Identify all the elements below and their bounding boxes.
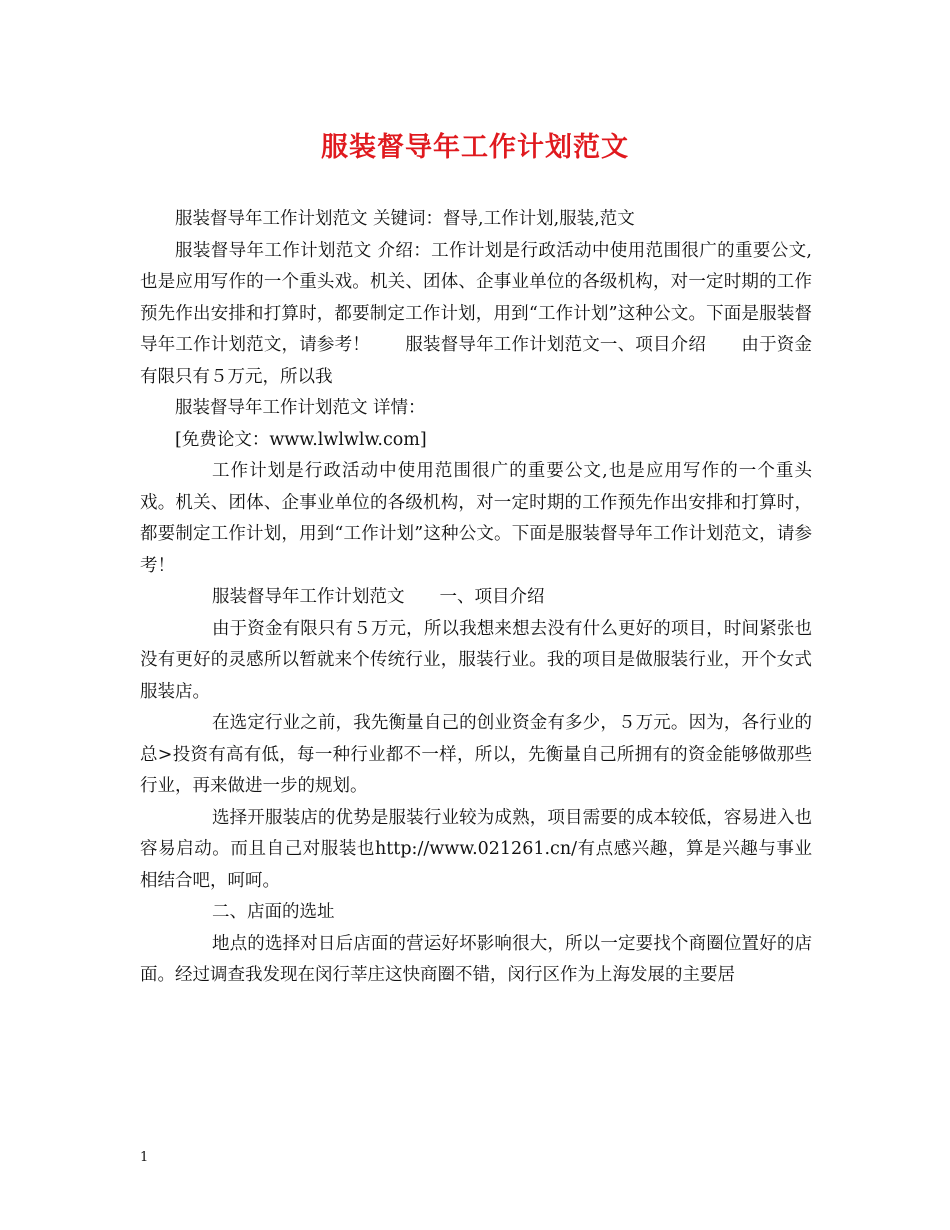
document-body [140, 204, 812, 992]
page-number: 1 [140, 1150, 149, 1165]
paragraph-body: 选择开服装店的优势是服装行业较为成熟，项目需要的成本较低，容易进入也容易启动。而且自己对服装也http://www.021261.cn/有点感兴趣，算是兴趣与事业相结合吧，呵呵。 [140, 807, 812, 891]
paragraph-body: 在选定行业之前，我先衡量自己的创业资金有多少，５万元。因为，各行业的总>投资有高有低，每一种行业都不一样，所以，先衡量自己所拥有的资金能够做那些行业，再来做进一步的规划。 [140, 713, 812, 796]
document-title: 服装督导年工作计划范文 [321, 132, 629, 163]
paragraph-intro: 服装督导年工作计划范文 介绍：工作计划是行政活动中使用范围很广的重要公文,也是应用写作的一个重头戏。机关、团体、企事业单位的各级机构，对一定时期的工作预先作出安排和打算时，都要制定工作计划，用到“工作计划”这种公文。下面是服装督导年工作计划范文，请参考！ 服装督导年工作计划范文一、项目介绍 由于资金有限只有５万元，所以我 [140, 240, 812, 387]
section-heading-project: 服装督导年工作计划范文 一、项目介绍 [212, 587, 545, 607]
paragraph-keywords: 服装督导年工作计划范文 关键词：督导,工作计划,服装,范文 [175, 209, 635, 229]
section-heading-location: 二、店面的选址 [212, 902, 335, 922]
paragraph-body: 由于资金有限只有５万元，所以我想来想去没有什么更好的项目，时间紧张也没有更好的灵感所以暂就来个传统行业，服装行业。我的项目是做服装行业，开个女式服装店。 [140, 618, 812, 702]
paragraph-details-heading: 服装督导年工作计划范文 详情： [175, 398, 426, 418]
paragraph-source: [免费论文：www.lwlwlw.com] [175, 429, 427, 450]
paragraph-body: 地点的选择对日后店面的营运好坏影响很大，所以一定要找个商圈位置好的店面。经过调查我发现在闵行莘庄这快商圈不错，闵行区作为上海发展的主要居 [140, 933, 812, 985]
paragraph-body: 工作计划是行政活动中使用范围很广的重要公文,也是应用写作的一个重头戏。机关、团体、企事业单位的各级机构，对一定时期的工作预先作出安排和打算时，都要制定工作计划，用到“工作计划”这种公文。下面是服装督导年工作计划范文，请参考！ [140, 461, 812, 576]
